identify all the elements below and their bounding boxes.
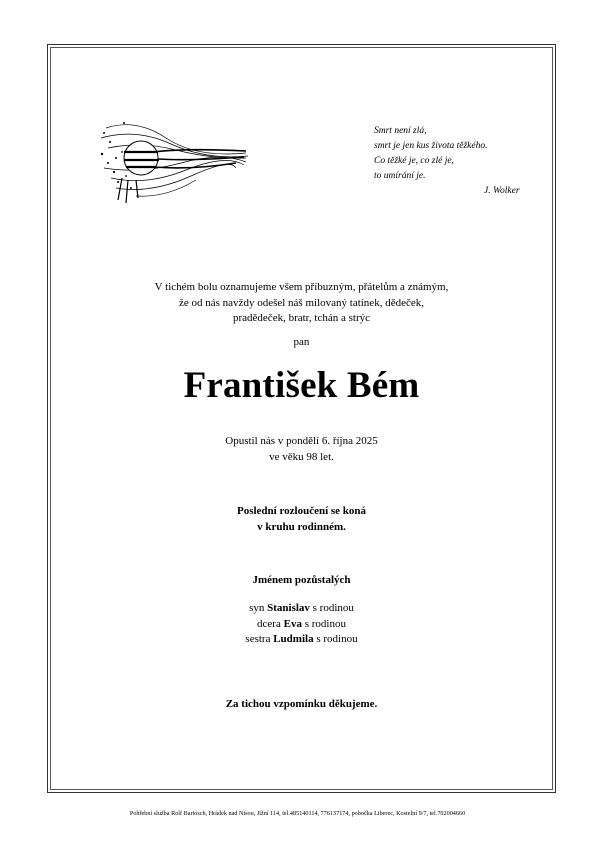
bereaved-member bbox=[50, 601, 553, 617]
bereaved-member bbox=[50, 632, 553, 648]
funeral-service-footer: Pohřební služba Rolf Bartosch, Hrádek nad Nisou, Jižní 114, tel.485140114, 776137174, pobočka Liberec, Kostelní 9/7, tel.702004660 bbox=[129, 810, 466, 817]
funeral-info bbox=[50, 504, 553, 535]
member-suffix: s rodinou bbox=[312, 602, 354, 614]
bereaved-member bbox=[50, 617, 553, 633]
announcement-line: pradědeček, bratr, tchán a strýc bbox=[233, 312, 370, 324]
funeral-line: v kruhu rodinném. bbox=[257, 520, 346, 533]
member-suffix: s rodinou bbox=[316, 633, 358, 645]
motto-line: Smrt není zlá, bbox=[374, 126, 427, 136]
motto-line: to umírání je. bbox=[374, 171, 426, 181]
announcement-line: že od nás navždy odešel náš milovaný tatínek, dědeček, bbox=[179, 296, 424, 309]
member-name: Stanislav bbox=[267, 602, 310, 614]
thanks-line: Za tichou vzpomínku děkujeme. bbox=[225, 698, 378, 710]
motto-line: Co těžké je, co zlé je, bbox=[374, 156, 454, 166]
relation: syn bbox=[249, 602, 265, 614]
setting-sun-emblem bbox=[96, 108, 251, 208]
motto-author: J. Wolker bbox=[484, 186, 520, 196]
bereaved-list bbox=[50, 601, 553, 648]
announcement-line: V tichém bolu oznamujeme všem příbuzným, přátelům a známým, bbox=[154, 281, 449, 293]
member-name: Ludmila bbox=[273, 633, 314, 645]
motto-quote bbox=[374, 124, 544, 199]
death-line: ve věku 98 let. bbox=[269, 450, 334, 463]
death-line: Opustil nás v pondělí 6. října 2025 bbox=[225, 435, 378, 447]
relation: dcera bbox=[257, 617, 281, 630]
relation: sestra bbox=[245, 633, 271, 645]
death-notice bbox=[50, 434, 553, 465]
honorific: pan bbox=[293, 336, 310, 348]
announcement-text bbox=[50, 280, 553, 327]
motto-line: smrt je jen kus života těžkého. bbox=[374, 141, 488, 151]
funeral-line: Poslední rozloučení se koná bbox=[236, 505, 367, 517]
member-name: Eva bbox=[283, 617, 302, 630]
member-suffix: s rodinou bbox=[304, 617, 346, 630]
deceased-name: František Bém bbox=[183, 365, 420, 406]
bereaved-title: Jménem pozůstalých bbox=[252, 574, 351, 586]
